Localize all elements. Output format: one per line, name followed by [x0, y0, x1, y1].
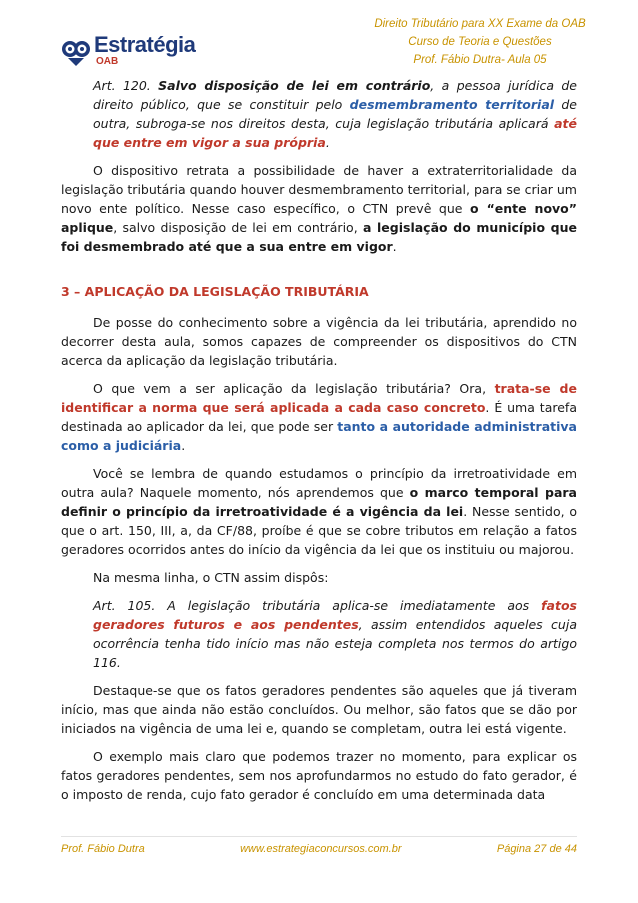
paragraph-emphasis: o “ente novo” aplique	[61, 201, 577, 235]
quote-text: Art. 120.	[93, 78, 159, 93]
footer-page-number: Página 27 de 44	[496, 843, 577, 855]
paragraph	[61, 161, 577, 256]
paragraph-text: .	[181, 438, 186, 453]
page-footer	[61, 836, 577, 855]
paragraph-emphasis: o marco temporal para definir o princípio da irretroatividade é a vigência da lei	[61, 485, 577, 519]
paragraph: Destaque-se que os fatos geradores pendentes são aqueles que já tiveram início, mas que ainda não estão concluídos. Ou melhor, são fatos que se dão por iniciados na vigência de uma lei e, quando se completam, outra lei está vigente.	[61, 683, 577, 736]
logo-wordmark: Estratégia	[94, 32, 196, 57]
footer-author: Prof. Fábio Dutra	[61, 843, 145, 855]
quote-art-105	[93, 596, 577, 672]
quote-text: de outra, subroga-se nos direitos desta, cuja legislação tributária aplicará	[93, 97, 578, 131]
paragraph-highlight: tanto a autoridade administrativa como a judiciária	[61, 419, 577, 453]
paragraph	[61, 464, 577, 559]
estrategia-logo	[60, 32, 210, 68]
footer-site-link[interactable]: www.estrategiaconcursos.com.br	[240, 843, 402, 855]
quote-text: Art. 105. A legislação tributária aplica-se imediatamente aos	[93, 598, 542, 613]
paragraph-text: Você se lembra de quando estudamos o princípio da irretroatividade em outra aula? Naquele momento, nós aprendemos que	[61, 466, 577, 500]
paragraph	[61, 379, 577, 455]
paragraph-text: .	[392, 239, 397, 254]
header-lesson: Prof. Fábio Dutra- Aula 05	[413, 54, 547, 66]
owl-icon	[60, 36, 92, 68]
quote-text: , a pessoa jurídica de direito público, que se constituir pelo	[93, 78, 577, 112]
quote-emphasis: Salvo disposição de lei em contrário	[158, 78, 431, 93]
paragraph-text: . Nesse sentido, o que o art. 150, III, a, da CF/88, proíbe é que se cobre tributos em relação a fatos geradores ocorridos antes do início da vigência da lei que os instituiu ou majorou.	[61, 504, 577, 557]
paragraph-text: , salvo disposição de lei em contrário,	[113, 220, 363, 235]
header-course-subtitle: Curso de Teoria e Questões	[408, 36, 552, 48]
quote-highlight: desmembramento territorial	[349, 97, 555, 112]
section-title: 3 – APLICAÇÃO DA LEGISLAÇÃO TRIBUTÁRIA	[61, 284, 369, 299]
paragraph: Na mesma linha, o CTN assim dispôs:	[93, 570, 329, 585]
paragraph-text: . É uma tarefa destinada ao aplicador da lei, que pode ser	[61, 400, 577, 434]
quote-highlight: até que entre em vigor a sua própria	[93, 116, 577, 150]
header-course-title: Direito Tributário para XX Exame da OAB	[374, 18, 586, 30]
quote-highlight: fatos geradores futuros e aos pendentes	[93, 598, 577, 632]
paragraph: O exemplo mais claro que podemos trazer no momento, para explicar os fatos geradores pendentes, sem nos aprofundarmos no estudo do fato gerador, é o imposto de renda, cujo fato gerador é concluído em uma determinada data	[61, 749, 577, 802]
quote-text: .	[325, 135, 330, 150]
page-content	[61, 76, 577, 813]
page-header	[350, 15, 610, 69]
paragraph-emphasis: a legislação do município que foi desmembrado até que a sua entre em vigor	[61, 220, 577, 254]
paragraph: De posse do conhecimento sobre a vigência da lei tributária, aprendido no decorrer desta aula, somos capazes de compreender os dispositivos do CTN acerca da aplicação da legislação tributária.	[61, 315, 577, 368]
paragraph-text: O dispositivo retrata a possibilidade de haver a extraterritorialidade da legislação tributária quando houver desmembramento territorial, para se criar um novo ente político. Nesse caso específico, o CTN prevê que	[61, 163, 577, 216]
quote-art-120	[93, 76, 577, 152]
paragraph-text: O que vem a ser aplicação da legislação tributária? Ora,	[93, 381, 495, 396]
quote-text: , assim entendidos aqueles cuja ocorrência tenha tido início mas não esteja completa nos termos do artigo 116.	[93, 617, 577, 670]
logo-sub: OAB	[96, 56, 119, 67]
paragraph-highlight: trata-se de identificar a norma que será aplicada a cada caso concreto	[61, 381, 577, 415]
